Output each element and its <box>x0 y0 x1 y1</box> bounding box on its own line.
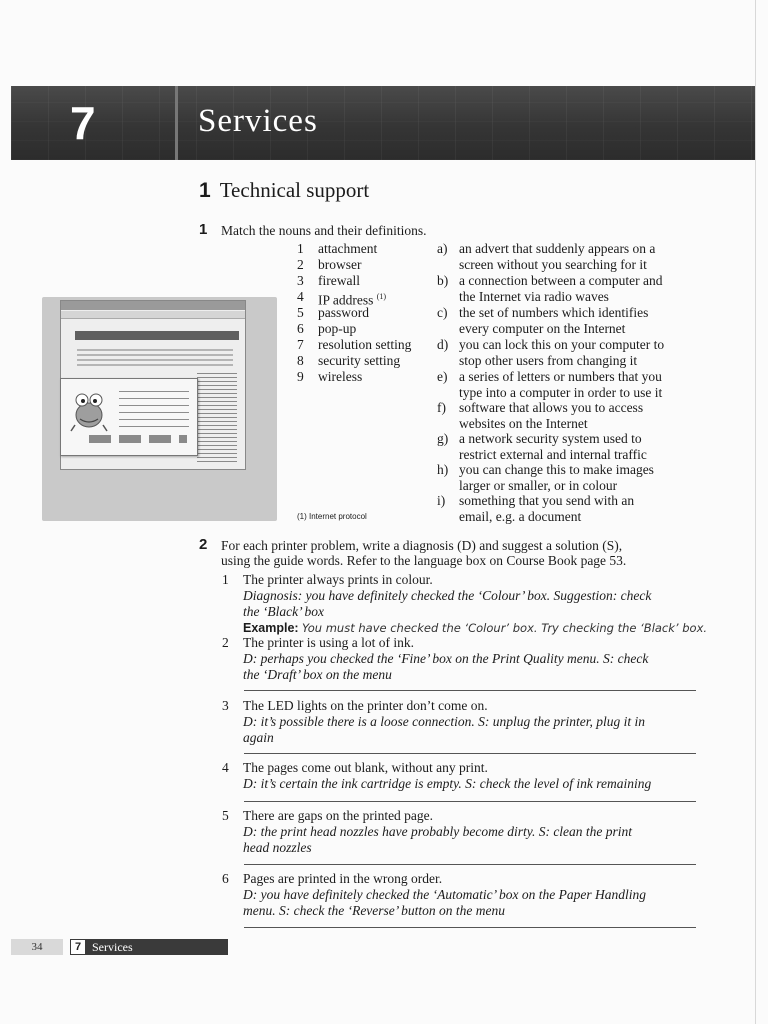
example-line <box>243 620 707 636</box>
answer-line: D: you have definitely checked the ‘Automatic’ box on the Paper Handling <box>243 887 646 902</box>
noun-number: 1 <box>297 241 304 256</box>
answer-line: again <box>243 730 274 745</box>
noun-number: 9 <box>297 369 304 384</box>
noun-item: wireless <box>318 369 363 384</box>
noun-number: 8 <box>297 353 304 368</box>
definition-letter: h) <box>437 462 449 477</box>
page-number: 34 <box>11 939 63 955</box>
answer-line: D: it’s certain the ink cartridge is empty. S: check the level of ink remaining <box>243 776 652 791</box>
answer-rule <box>244 864 696 865</box>
definition-line: the set of numbers which identifies <box>459 305 649 320</box>
definition-line: something that you send with an <box>459 493 635 508</box>
example-label: Example: <box>243 621 299 635</box>
noun-text: IP address <box>318 292 374 308</box>
page-edge <box>755 0 756 1024</box>
noun-number: 7 <box>297 337 304 352</box>
problem-text: The printer is using a lot of ink. <box>243 635 414 650</box>
section-number: 1 <box>199 179 211 202</box>
item-number: 6 <box>222 871 229 886</box>
definition-line: you can change this to make images <box>459 462 654 477</box>
item-number: 1 <box>222 572 229 587</box>
footer-unit-number: 7 <box>71 940 85 954</box>
footer-unit-title: Services <box>92 940 133 954</box>
noun-item: pop-up <box>318 321 357 336</box>
answer-line: Diagnosis: you have definitely checked the ‘Colour’ box. Suggestion: check <box>243 588 652 603</box>
definition-line: a connection between a computer and <box>459 273 663 288</box>
exercise-1-number: 1 <box>199 221 208 238</box>
exercise-1-instruction: Match the nouns and their definitions. <box>221 223 427 238</box>
noun-item: attachment <box>318 241 378 256</box>
noun-item: firewall <box>318 273 360 288</box>
section-title: Technical support <box>219 178 370 202</box>
item-number: 5 <box>222 808 229 823</box>
exercise-2-instruction-line: For each printer problem, write a diagnosis (D) and suggest a solution (S), <box>221 538 623 553</box>
noun-number: 4 <box>297 289 304 304</box>
definition-letter: c) <box>437 305 448 320</box>
definition-line: email, e.g. a document <box>459 509 582 524</box>
answer-line: head nozzles <box>243 840 312 855</box>
item-number: 3 <box>222 698 229 713</box>
definition-line: you can lock this on your computer to <box>459 337 665 352</box>
answer-rule <box>244 690 696 691</box>
definition-line: an advert that suddenly appears on a <box>459 241 656 256</box>
noun-item: resolution setting <box>318 337 412 352</box>
definition-line: type into a computer in order to use it <box>459 385 663 400</box>
frog-icon <box>69 387 109 433</box>
item-number: 2 <box>222 635 229 650</box>
item-number: 4 <box>222 760 229 775</box>
definition-letter: d) <box>437 337 449 352</box>
answer-line: D: it’s possible there is a loose connection. S: unplug the printer, plug it in <box>243 714 645 729</box>
section-heading <box>199 178 369 203</box>
noun-number: 3 <box>297 273 304 288</box>
unit-title: Services <box>198 103 318 139</box>
answer-rule <box>244 927 696 928</box>
definition-line: stop other users from changing it <box>459 353 638 368</box>
definition-letter: b) <box>437 273 449 288</box>
definition-line: a series of letters or numbers that you <box>459 369 662 384</box>
definition-letter: e) <box>437 369 448 384</box>
problem-text: The printer always prints in colour. <box>243 572 433 587</box>
definition-letter: f) <box>437 400 446 415</box>
noun-number: 2 <box>297 257 304 272</box>
popup-window-image <box>60 378 198 456</box>
problem-text: The LED lights on the printer don’t come on. <box>243 698 488 713</box>
problem-text: Pages are printed in the wrong order. <box>243 871 443 886</box>
definition-letter: a) <box>437 241 448 256</box>
noun-item: browser <box>318 257 362 272</box>
definition-line: the Internet via radio waves <box>459 289 609 304</box>
example-text: You must have checked the ‘Colour’ box. Try checking the ‘Black’ box. <box>301 621 708 635</box>
problem-text: There are gaps on the printed page. <box>243 808 434 823</box>
answer-line: menu. S: check the ‘Reverse’ button on the menu <box>243 903 506 918</box>
answer-line: D: perhaps you checked the ‘Fine’ box on the Print Quality menu. S: check <box>243 651 649 666</box>
definition-line: software that allows you to access <box>459 400 644 415</box>
answer-line: the ‘Black’ box <box>243 604 324 619</box>
definition-line: screen without you searching for it <box>459 257 647 272</box>
definition-letter: g) <box>437 431 449 446</box>
definition-letter: i) <box>437 493 446 508</box>
answer-rule <box>244 801 696 802</box>
unit-banner <box>11 86 755 160</box>
unit-number: 7 <box>70 97 96 149</box>
noun-number: 6 <box>297 321 304 336</box>
problem-text: The pages come out blank, without any print. <box>243 760 488 775</box>
footnote: (1) Internet protocol <box>297 512 367 521</box>
definition-line: larger or smaller, or in colour <box>459 478 618 493</box>
definition-line: restrict external and internal traffic <box>459 447 647 462</box>
answer-rule <box>244 753 696 754</box>
definition-line: websites on the Internet <box>459 416 588 431</box>
noun-item: password <box>318 305 369 320</box>
answer-line: D: the print head nozzles have probably become dirty. S: clean the print <box>243 824 633 839</box>
definition-line: a network security system used to <box>459 431 642 446</box>
exercise-2-number: 2 <box>199 536 208 553</box>
noun-item: security setting <box>318 353 401 368</box>
exercise-2-instruction-line: using the guide words. Refer to the language box on Course Book page 53. <box>221 553 627 568</box>
footnote-marker: (1) <box>376 292 387 301</box>
noun-number: 5 <box>297 305 304 320</box>
answer-line: the ‘Draft’ box on the menu <box>243 667 392 682</box>
definition-line: every computer on the Internet <box>459 321 626 336</box>
